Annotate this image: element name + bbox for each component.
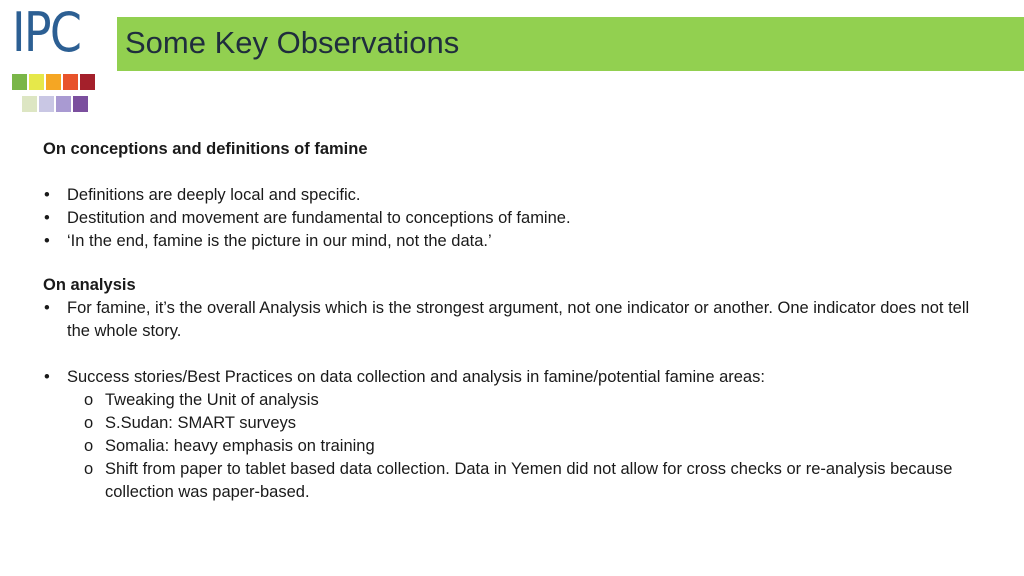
analysis-bullet-list xyxy=(43,297,983,343)
logo-swatch-row-bottom xyxy=(22,96,88,112)
logo-swatch xyxy=(63,74,78,90)
ipc-logo xyxy=(12,1,102,116)
slide-title: Some Key Observations xyxy=(125,25,460,60)
logo-swatch xyxy=(22,96,37,112)
logo-swatch xyxy=(46,74,61,90)
logo-swatch xyxy=(56,96,71,112)
bullet-item: • Destitution and movement are fundamental to conceptions of famine. xyxy=(43,207,983,230)
bullet-item: • Definitions are deeply local and specific. xyxy=(43,184,983,207)
bullet-text: Success stories/Best Practices on data collection and analysis in famine/potential famine areas: xyxy=(67,368,765,386)
section-heading-analysis: On analysis xyxy=(43,276,136,294)
logo-swatch xyxy=(73,96,88,112)
title-bar xyxy=(117,17,1024,71)
logo-swatch xyxy=(39,96,54,112)
bullet-item: • For famine, it’s the overall Analysis which is the strongest argument, not one indicator or another. One indicator does not tell the whole story. xyxy=(43,297,983,343)
logo-swatch xyxy=(12,74,27,90)
conceptions-bullet-list xyxy=(43,184,983,253)
slide-content xyxy=(43,138,983,504)
sub-bullet-item: o Shift from paper to tablet based data collection. Data in Yemen did not allow for cross checks or re-analysis because collection was paper-based. xyxy=(81,458,983,504)
bullet-item xyxy=(43,366,983,504)
sub-bullet-item: o S.Sudan: SMART surveys xyxy=(81,412,983,435)
sub-bullet-item: o Somalia: heavy emphasis on training xyxy=(81,435,983,458)
best-practices-sub-list xyxy=(67,389,983,504)
logo-swatch-row-top xyxy=(12,74,95,90)
logo-text: IPC xyxy=(12,1,81,64)
logo-swatch xyxy=(29,74,44,90)
logo-swatch xyxy=(80,74,95,90)
section-heading-conceptions: On conceptions and definitions of famine xyxy=(43,140,368,158)
sub-bullet-item: o Tweaking the Unit of analysis xyxy=(81,389,983,412)
best-practices-bullet-list xyxy=(43,366,983,504)
bullet-item: • ‘In the end, famine is the picture in our mind, not the data.’ xyxy=(43,230,983,253)
